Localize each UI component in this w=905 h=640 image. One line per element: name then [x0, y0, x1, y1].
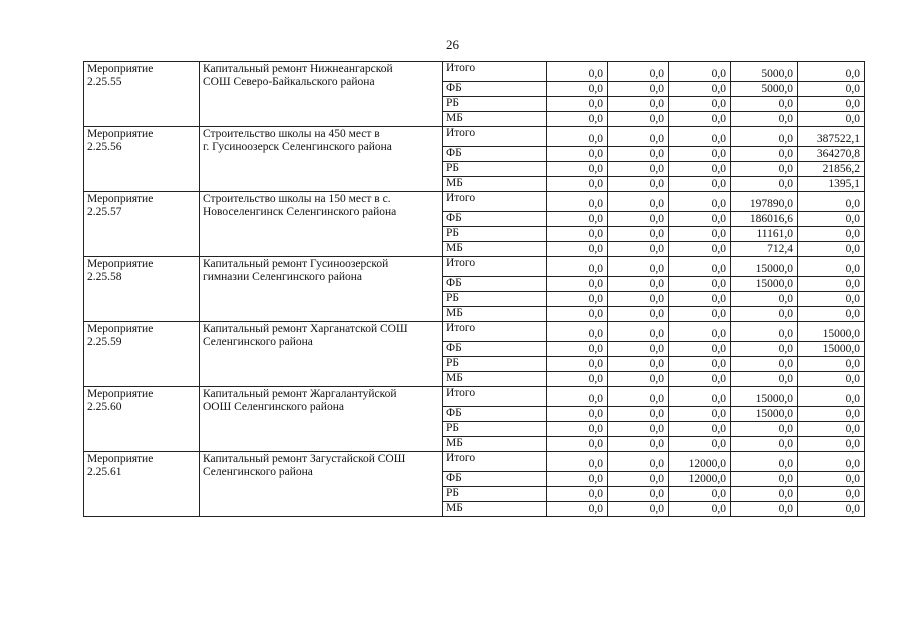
amount-cell: 0,0	[608, 257, 669, 277]
funding-source: МБ	[443, 307, 547, 322]
amount-cell: 0,0	[798, 387, 865, 407]
funding-source: РБ	[443, 487, 547, 502]
event-title-line: Селенгинского района	[203, 466, 313, 478]
amount-cell: 0,0	[547, 322, 608, 342]
funding-source: МБ	[443, 372, 547, 387]
amount-cell: 0,0	[547, 422, 608, 437]
amount-cell: 1395,1	[798, 177, 865, 192]
amount-cell: 0,0	[798, 357, 865, 372]
amount-cell: 364270,8	[798, 147, 865, 162]
amount-cell: 0,0	[669, 502, 731, 517]
amount-cell: 0,0	[608, 437, 669, 452]
amount-cell: 0,0	[547, 127, 608, 147]
event-title-line: ООШ Селенгинского района	[203, 401, 344, 413]
event-title-line: Капитальный ремонт Гусиноозерской	[203, 258, 389, 270]
amount-cell: 0,0	[608, 452, 669, 472]
amount-cell: 0,0	[669, 257, 731, 277]
amount-cell: 0,0	[731, 177, 798, 192]
amount-cell: 15000,0	[798, 342, 865, 357]
amount-cell: 5000,0	[731, 82, 798, 97]
event-title-cell	[200, 257, 443, 322]
amount-cell: 5000,0	[731, 62, 798, 82]
amount-cell: 0,0	[669, 322, 731, 342]
funding-source: Итого	[443, 257, 547, 277]
amount-cell: 15000,0	[731, 277, 798, 292]
amount-cell: 0,0	[731, 307, 798, 322]
amount-cell: 0,0	[669, 277, 731, 292]
amount-cell: 0,0	[798, 82, 865, 97]
amount-cell: 0,0	[731, 437, 798, 452]
event-label: Мероприятие	[87, 63, 154, 75]
funding-source: Итого	[443, 452, 547, 472]
amount-cell: 0,0	[547, 147, 608, 162]
event-title-cell	[200, 127, 443, 192]
amount-cell: 0,0	[608, 322, 669, 342]
amount-cell: 0,0	[731, 422, 798, 437]
amount-cell: 0,0	[731, 452, 798, 472]
event-cell	[84, 322, 200, 387]
amount-cell: 0,0	[547, 212, 608, 227]
event-cell	[84, 387, 200, 452]
amount-cell: 0,0	[798, 242, 865, 257]
event-label: Мероприятие	[87, 323, 154, 335]
event-code: 2.25.59	[87, 336, 122, 348]
event-title-line: Новоселенгинск Селенгинского района	[203, 206, 397, 218]
funding-source: МБ	[443, 502, 547, 517]
amount-cell: 0,0	[669, 82, 731, 97]
amount-cell: 0,0	[669, 212, 731, 227]
amount-cell: 0,0	[547, 292, 608, 307]
amount-cell: 0,0	[608, 342, 669, 357]
amount-cell: 0,0	[608, 277, 669, 292]
amount-cell: 0,0	[669, 372, 731, 387]
amount-cell: 0,0	[608, 472, 669, 487]
amount-cell: 0,0	[608, 372, 669, 387]
event-cell	[84, 62, 200, 127]
amount-cell: 0,0	[608, 147, 669, 162]
amount-cell: 186016,6	[731, 212, 798, 227]
event-code: 2.25.56	[87, 141, 122, 153]
amount-cell: 0,0	[547, 472, 608, 487]
funding-source: Итого	[443, 322, 547, 342]
amount-cell: 0,0	[798, 97, 865, 112]
amount-cell: 0,0	[669, 407, 731, 422]
funding-source: МБ	[443, 437, 547, 452]
amount-cell: 0,0	[608, 307, 669, 322]
funding-source: МБ	[443, 242, 547, 257]
amount-cell: 0,0	[608, 292, 669, 307]
amount-cell: 0,0	[608, 177, 669, 192]
amount-cell: 0,0	[547, 112, 608, 127]
amount-cell: 0,0	[547, 242, 608, 257]
table-body	[84, 62, 865, 517]
amount-cell: 0,0	[798, 292, 865, 307]
amount-cell: 0,0	[731, 357, 798, 372]
amount-cell: 0,0	[731, 97, 798, 112]
amount-cell: 0,0	[798, 502, 865, 517]
amount-cell: 0,0	[669, 357, 731, 372]
event-title-line: Строительство школы на 450 мест в	[203, 128, 380, 140]
event-title-line: Капитальный ремонт Жаргалантуйской	[203, 388, 397, 400]
amount-cell: 0,0	[608, 422, 669, 437]
amount-cell: 0,0	[669, 487, 731, 502]
amount-cell: 0,0	[547, 502, 608, 517]
amount-cell: 0,0	[798, 112, 865, 127]
amount-cell: 0,0	[608, 357, 669, 372]
funding-source: ФБ	[443, 147, 547, 162]
event-code: 2.25.57	[87, 206, 122, 218]
event-title-cell	[200, 192, 443, 257]
table-row	[84, 127, 865, 147]
amount-cell: 0,0	[731, 372, 798, 387]
event-title-line: СОШ Северо-Байкальского района	[203, 76, 375, 88]
amount-cell: 0,0	[547, 97, 608, 112]
event-label: Мероприятие	[87, 388, 154, 400]
amount-cell: 0,0	[547, 62, 608, 82]
amount-cell: 0,0	[547, 387, 608, 407]
event-title-line: Капитальный ремонт Загустайской СОШ	[203, 453, 406, 465]
event-title-line: Селенгинского района	[203, 336, 313, 348]
amount-cell: 0,0	[798, 422, 865, 437]
amount-cell: 0,0	[547, 277, 608, 292]
table-row	[84, 452, 865, 472]
funding-source: РБ	[443, 357, 547, 372]
event-cell	[84, 192, 200, 257]
funding-source: Итого	[443, 387, 547, 407]
amount-cell: 0,0	[669, 147, 731, 162]
amount-cell: 0,0	[731, 502, 798, 517]
amount-cell: 0,0	[547, 307, 608, 322]
amount-cell: 0,0	[731, 147, 798, 162]
funding-source: Итого	[443, 192, 547, 212]
amount-cell: 0,0	[669, 112, 731, 127]
event-title-line: Капитальный ремонт Нижнеангарской	[203, 63, 393, 75]
event-title-line: г. Гусиноозерск Селенгинского района	[203, 141, 392, 153]
amount-cell: 0,0	[547, 407, 608, 422]
event-title-cell	[200, 387, 443, 452]
event-title-line: Капитальный ремонт Харганатской СОШ	[203, 323, 408, 335]
event-code: 2.25.55	[87, 76, 122, 88]
amount-cell: 0,0	[798, 452, 865, 472]
amount-cell: 0,0	[669, 97, 731, 112]
amount-cell: 0,0	[798, 257, 865, 277]
event-code: 2.25.58	[87, 271, 122, 283]
page-number: 26	[446, 37, 459, 52]
amount-cell: 0,0	[547, 192, 608, 212]
event-code: 2.25.60	[87, 401, 122, 413]
funding-source: Итого	[443, 127, 547, 147]
table-row	[84, 192, 865, 212]
amount-cell: 0,0	[798, 192, 865, 212]
amount-cell: 0,0	[547, 162, 608, 177]
amount-cell: 0,0	[669, 422, 731, 437]
event-label: Мероприятие	[87, 258, 154, 270]
amount-cell: 0,0	[731, 472, 798, 487]
amount-cell: 0,0	[547, 437, 608, 452]
funding-source: МБ	[443, 112, 547, 127]
funding-source: ФБ	[443, 277, 547, 292]
amount-cell: 15000,0	[731, 407, 798, 422]
event-title-cell	[200, 322, 443, 387]
amount-cell: 0,0	[608, 162, 669, 177]
amount-cell: 0,0	[798, 472, 865, 487]
amount-cell: 0,0	[731, 127, 798, 147]
amount-cell: 0,0	[731, 112, 798, 127]
amount-cell: 0,0	[731, 322, 798, 342]
amount-cell: 0,0	[798, 62, 865, 82]
amount-cell: 712,4	[731, 242, 798, 257]
funding-source: РБ	[443, 292, 547, 307]
amount-cell: 0,0	[669, 227, 731, 242]
amount-cell: 0,0	[608, 82, 669, 97]
amount-cell: 0,0	[608, 387, 669, 407]
amount-cell: 0,0	[608, 192, 669, 212]
amount-cell: 0,0	[669, 437, 731, 452]
amount-cell: 0,0	[731, 292, 798, 307]
amount-cell: 15000,0	[731, 387, 798, 407]
event-title-line: Строительство школы на 150 мест в с.	[203, 193, 391, 205]
event-cell	[84, 257, 200, 322]
funding-source: РБ	[443, 162, 547, 177]
funding-source: ФБ	[443, 82, 547, 97]
event-label: Мероприятие	[87, 128, 154, 140]
amount-cell: 0,0	[547, 452, 608, 472]
amount-cell: 0,0	[731, 487, 798, 502]
amount-cell: 0,0	[798, 487, 865, 502]
table-row	[84, 257, 865, 277]
amount-cell: 21856,2	[798, 162, 865, 177]
amount-cell: 0,0	[669, 292, 731, 307]
amount-cell: 0,0	[547, 342, 608, 357]
amount-cell: 15000,0	[731, 257, 798, 277]
amount-cell: 0,0	[669, 387, 731, 407]
table-row	[84, 62, 865, 82]
amount-cell: 0,0	[798, 277, 865, 292]
amount-cell: 0,0	[669, 242, 731, 257]
amount-cell: 0,0	[608, 212, 669, 227]
amount-cell: 0,0	[798, 437, 865, 452]
amount-cell: 0,0	[669, 62, 731, 82]
funding-source: ФБ	[443, 407, 547, 422]
amount-cell: 0,0	[669, 127, 731, 147]
funding-source: ФБ	[443, 212, 547, 227]
amount-cell: 0,0	[547, 227, 608, 242]
amount-cell: 0,0	[547, 357, 608, 372]
amount-cell: 0,0	[798, 307, 865, 322]
amount-cell: 15000,0	[798, 322, 865, 342]
amount-cell: 0,0	[731, 342, 798, 357]
amount-cell: 0,0	[798, 407, 865, 422]
amount-cell: 0,0	[547, 487, 608, 502]
amount-cell: 0,0	[798, 227, 865, 242]
funding-source: ФБ	[443, 342, 547, 357]
funding-source: РБ	[443, 97, 547, 112]
event-title-line: гимназии Селенгинского района	[203, 271, 363, 283]
amount-cell: 0,0	[798, 372, 865, 387]
amount-cell: 387522,1	[798, 127, 865, 147]
amount-cell: 0,0	[669, 192, 731, 212]
amount-cell: 0,0	[608, 502, 669, 517]
event-label: Мероприятие	[87, 453, 154, 465]
amount-cell: 0,0	[547, 257, 608, 277]
amount-cell: 0,0	[608, 242, 669, 257]
table-row	[84, 387, 865, 407]
budget-table	[83, 61, 865, 517]
event-title-cell	[200, 62, 443, 127]
funding-source: Итого	[443, 62, 547, 82]
amount-cell: 0,0	[608, 407, 669, 422]
event-title-cell	[200, 452, 443, 517]
amount-cell: 197890,0	[731, 192, 798, 212]
amount-cell: 0,0	[798, 212, 865, 227]
amount-cell: 0,0	[608, 62, 669, 82]
amount-cell: 0,0	[669, 162, 731, 177]
amount-cell: 0,0	[547, 82, 608, 97]
amount-cell: 0,0	[608, 227, 669, 242]
table-row	[84, 322, 865, 342]
amount-cell: 0,0	[608, 487, 669, 502]
event-cell	[84, 127, 200, 192]
funding-source: ФБ	[443, 472, 547, 487]
amount-cell: 0,0	[608, 97, 669, 112]
amount-cell: 0,0	[608, 127, 669, 147]
amount-cell: 0,0	[669, 342, 731, 357]
amount-cell: 12000,0	[669, 452, 731, 472]
funding-source: РБ	[443, 422, 547, 437]
amount-cell: 12000,0	[669, 472, 731, 487]
amount-cell: 0,0	[669, 307, 731, 322]
amount-cell: 0,0	[731, 162, 798, 177]
funding-source: МБ	[443, 177, 547, 192]
amount-cell: 11161,0	[731, 227, 798, 242]
funding-source: РБ	[443, 227, 547, 242]
amount-cell: 0,0	[547, 177, 608, 192]
event-label: Мероприятие	[87, 193, 154, 205]
amount-cell: 0,0	[669, 177, 731, 192]
amount-cell: 0,0	[547, 372, 608, 387]
event-code: 2.25.61	[87, 466, 122, 478]
event-cell	[84, 452, 200, 517]
amount-cell: 0,0	[608, 112, 669, 127]
